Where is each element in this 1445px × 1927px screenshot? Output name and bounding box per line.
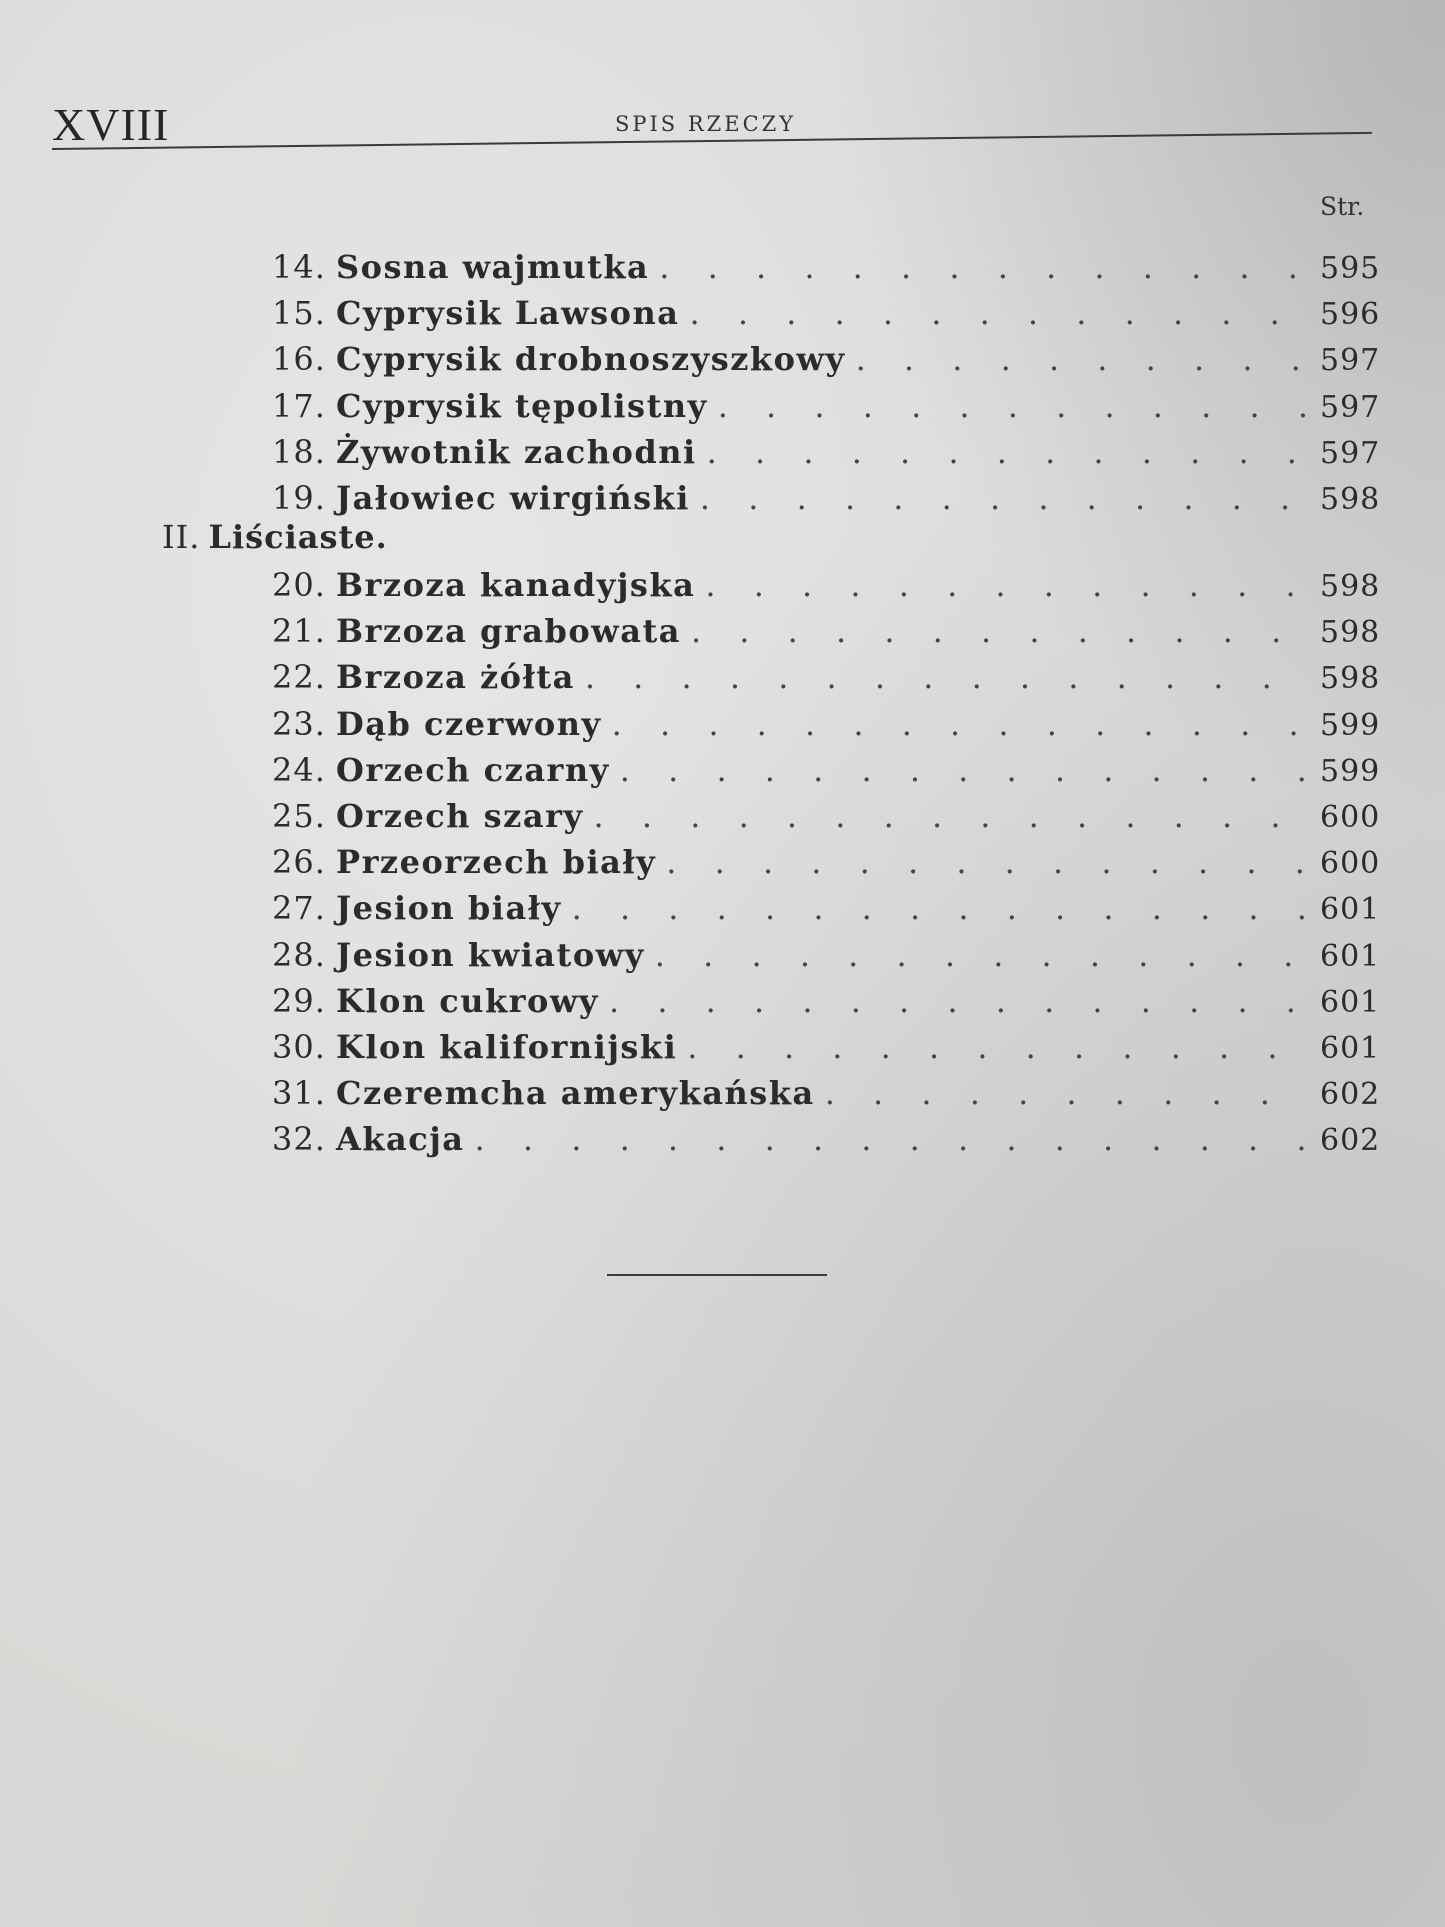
dot-leader xyxy=(691,608,1310,654)
dot-leader xyxy=(620,747,1310,793)
entry-number: 28. xyxy=(272,935,326,974)
toc-entry xyxy=(272,793,1380,839)
entry-number: 14. xyxy=(272,248,326,286)
toc-entry xyxy=(272,475,1380,521)
dot-leader xyxy=(475,1116,1310,1162)
toc-entry xyxy=(272,336,1380,382)
entry-number: 26. xyxy=(272,843,326,882)
end-rule xyxy=(607,1274,827,1276)
entry-page-number: 598 xyxy=(1320,569,1381,604)
toc-entry xyxy=(272,839,1380,885)
running-head: SPIS RZECZY xyxy=(615,112,797,136)
toc-entry xyxy=(272,978,1380,1024)
dot-leader xyxy=(856,336,1310,382)
dot-leader xyxy=(572,885,1310,931)
entry-title: Orzech czarny xyxy=(336,750,610,789)
entry-number: 32. xyxy=(272,1120,326,1159)
dot-leader xyxy=(585,654,1310,700)
entry-number: 29. xyxy=(272,981,326,1020)
entry-page-number: 595 xyxy=(1320,251,1381,286)
dot-leader xyxy=(687,1024,1310,1070)
entry-number: 23. xyxy=(272,704,326,743)
entry-title: Jesion kwiatowy xyxy=(336,935,645,974)
dot-leader xyxy=(718,383,1310,429)
entry-page-number: 600 xyxy=(1320,846,1381,882)
dot-leader xyxy=(825,1070,1310,1116)
entry-number: 15. xyxy=(272,294,326,333)
entry-page-number: 599 xyxy=(1320,707,1381,743)
entry-title: Przeorzech biały xyxy=(336,843,657,882)
toc-entry xyxy=(272,244,1380,290)
entry-page-number: 601 xyxy=(1320,892,1381,928)
entry-page-number: 601 xyxy=(1320,938,1381,974)
toc-entry xyxy=(272,1070,1380,1116)
dot-leader xyxy=(609,978,1310,1024)
section-number: II. xyxy=(162,518,201,556)
entry-title: Cyprysik drobnoszyszkowy xyxy=(336,340,846,379)
toc-entry xyxy=(272,290,1380,336)
page-column-label: Str. xyxy=(1320,192,1365,221)
entry-number: 22. xyxy=(272,658,326,697)
entry-number: 31. xyxy=(272,1074,326,1113)
entry-number: 24. xyxy=(272,750,326,789)
entry-number: 30. xyxy=(272,1028,326,1066)
dot-leader xyxy=(700,475,1310,521)
dot-leader xyxy=(666,839,1310,885)
entry-page-number: 597 xyxy=(1320,435,1381,471)
entry-page-number: 598 xyxy=(1320,615,1381,651)
toc-entry xyxy=(272,932,1380,978)
entry-title: Cyprysik tępolistny xyxy=(336,386,708,425)
entry-number: 18. xyxy=(272,432,326,471)
dot-leader xyxy=(659,244,1310,290)
toc-entry xyxy=(272,429,1380,475)
dot-leader xyxy=(612,701,1310,747)
section-title: Liściaste. xyxy=(208,518,388,556)
dot-leader xyxy=(707,429,1310,475)
entry-page-number: 599 xyxy=(1320,753,1381,789)
entry-title: Czeremcha amerykańska xyxy=(336,1074,815,1113)
entry-title: Sosna wajmutka xyxy=(336,248,650,286)
dot-leader xyxy=(594,793,1310,839)
entry-page-number: 597 xyxy=(1320,389,1381,425)
entry-number: 16. xyxy=(272,340,326,379)
dot-leader xyxy=(705,562,1310,608)
entry-title: Klon cukrowy xyxy=(336,981,599,1020)
entry-title: Żywotnik zachodni xyxy=(336,432,697,471)
entry-title: Cyprysik Lawsona xyxy=(336,294,680,333)
entry-title: Klon kalifornijski xyxy=(336,1028,678,1066)
toc-section-heading xyxy=(162,518,388,556)
entry-page-number: 601 xyxy=(1320,1031,1381,1066)
entry-page-number: 596 xyxy=(1320,297,1381,333)
entry-number: 17. xyxy=(272,386,326,425)
entry-title: Brzoza kanadyjska xyxy=(336,566,696,604)
toc-entry xyxy=(272,701,1380,747)
entry-page-number: 598 xyxy=(1320,482,1381,517)
toc-entry xyxy=(272,885,1380,931)
entry-page-number: 598 xyxy=(1320,661,1381,697)
entry-number: 20. xyxy=(272,566,326,604)
entry-number: 21. xyxy=(272,612,326,651)
toc-entry xyxy=(272,747,1380,793)
entry-number: 27. xyxy=(272,889,326,928)
entry-title: Brzoza grabowata xyxy=(336,612,681,651)
entry-page-number: 600 xyxy=(1320,800,1381,835)
dot-leader xyxy=(690,290,1310,336)
entry-title: Brzoza żółta xyxy=(336,658,575,697)
entry-title: Jesion biały xyxy=(336,889,562,928)
entry-number: 25. xyxy=(272,797,326,835)
toc-entry xyxy=(272,1116,1380,1162)
entry-title: Orzech szary xyxy=(336,797,584,835)
toc-entry xyxy=(272,383,1380,429)
toc-entry xyxy=(272,654,1380,700)
entry-title: Dąb czerwony xyxy=(336,704,602,743)
toc-entry xyxy=(272,562,1380,608)
entry-title: Jałowiec wirgiński xyxy=(336,479,690,517)
entry-page-number: 602 xyxy=(1320,1123,1381,1159)
entry-page-number: 597 xyxy=(1320,343,1381,379)
entry-page-number: 601 xyxy=(1320,984,1381,1020)
toc-entry xyxy=(272,608,1380,654)
entry-title: Akacja xyxy=(336,1120,465,1159)
entry-number: 19. xyxy=(272,479,326,517)
entry-page-number: 602 xyxy=(1320,1077,1381,1113)
page-number: XVIII xyxy=(52,99,170,150)
toc-entry xyxy=(272,1024,1380,1070)
dot-leader xyxy=(655,932,1310,978)
